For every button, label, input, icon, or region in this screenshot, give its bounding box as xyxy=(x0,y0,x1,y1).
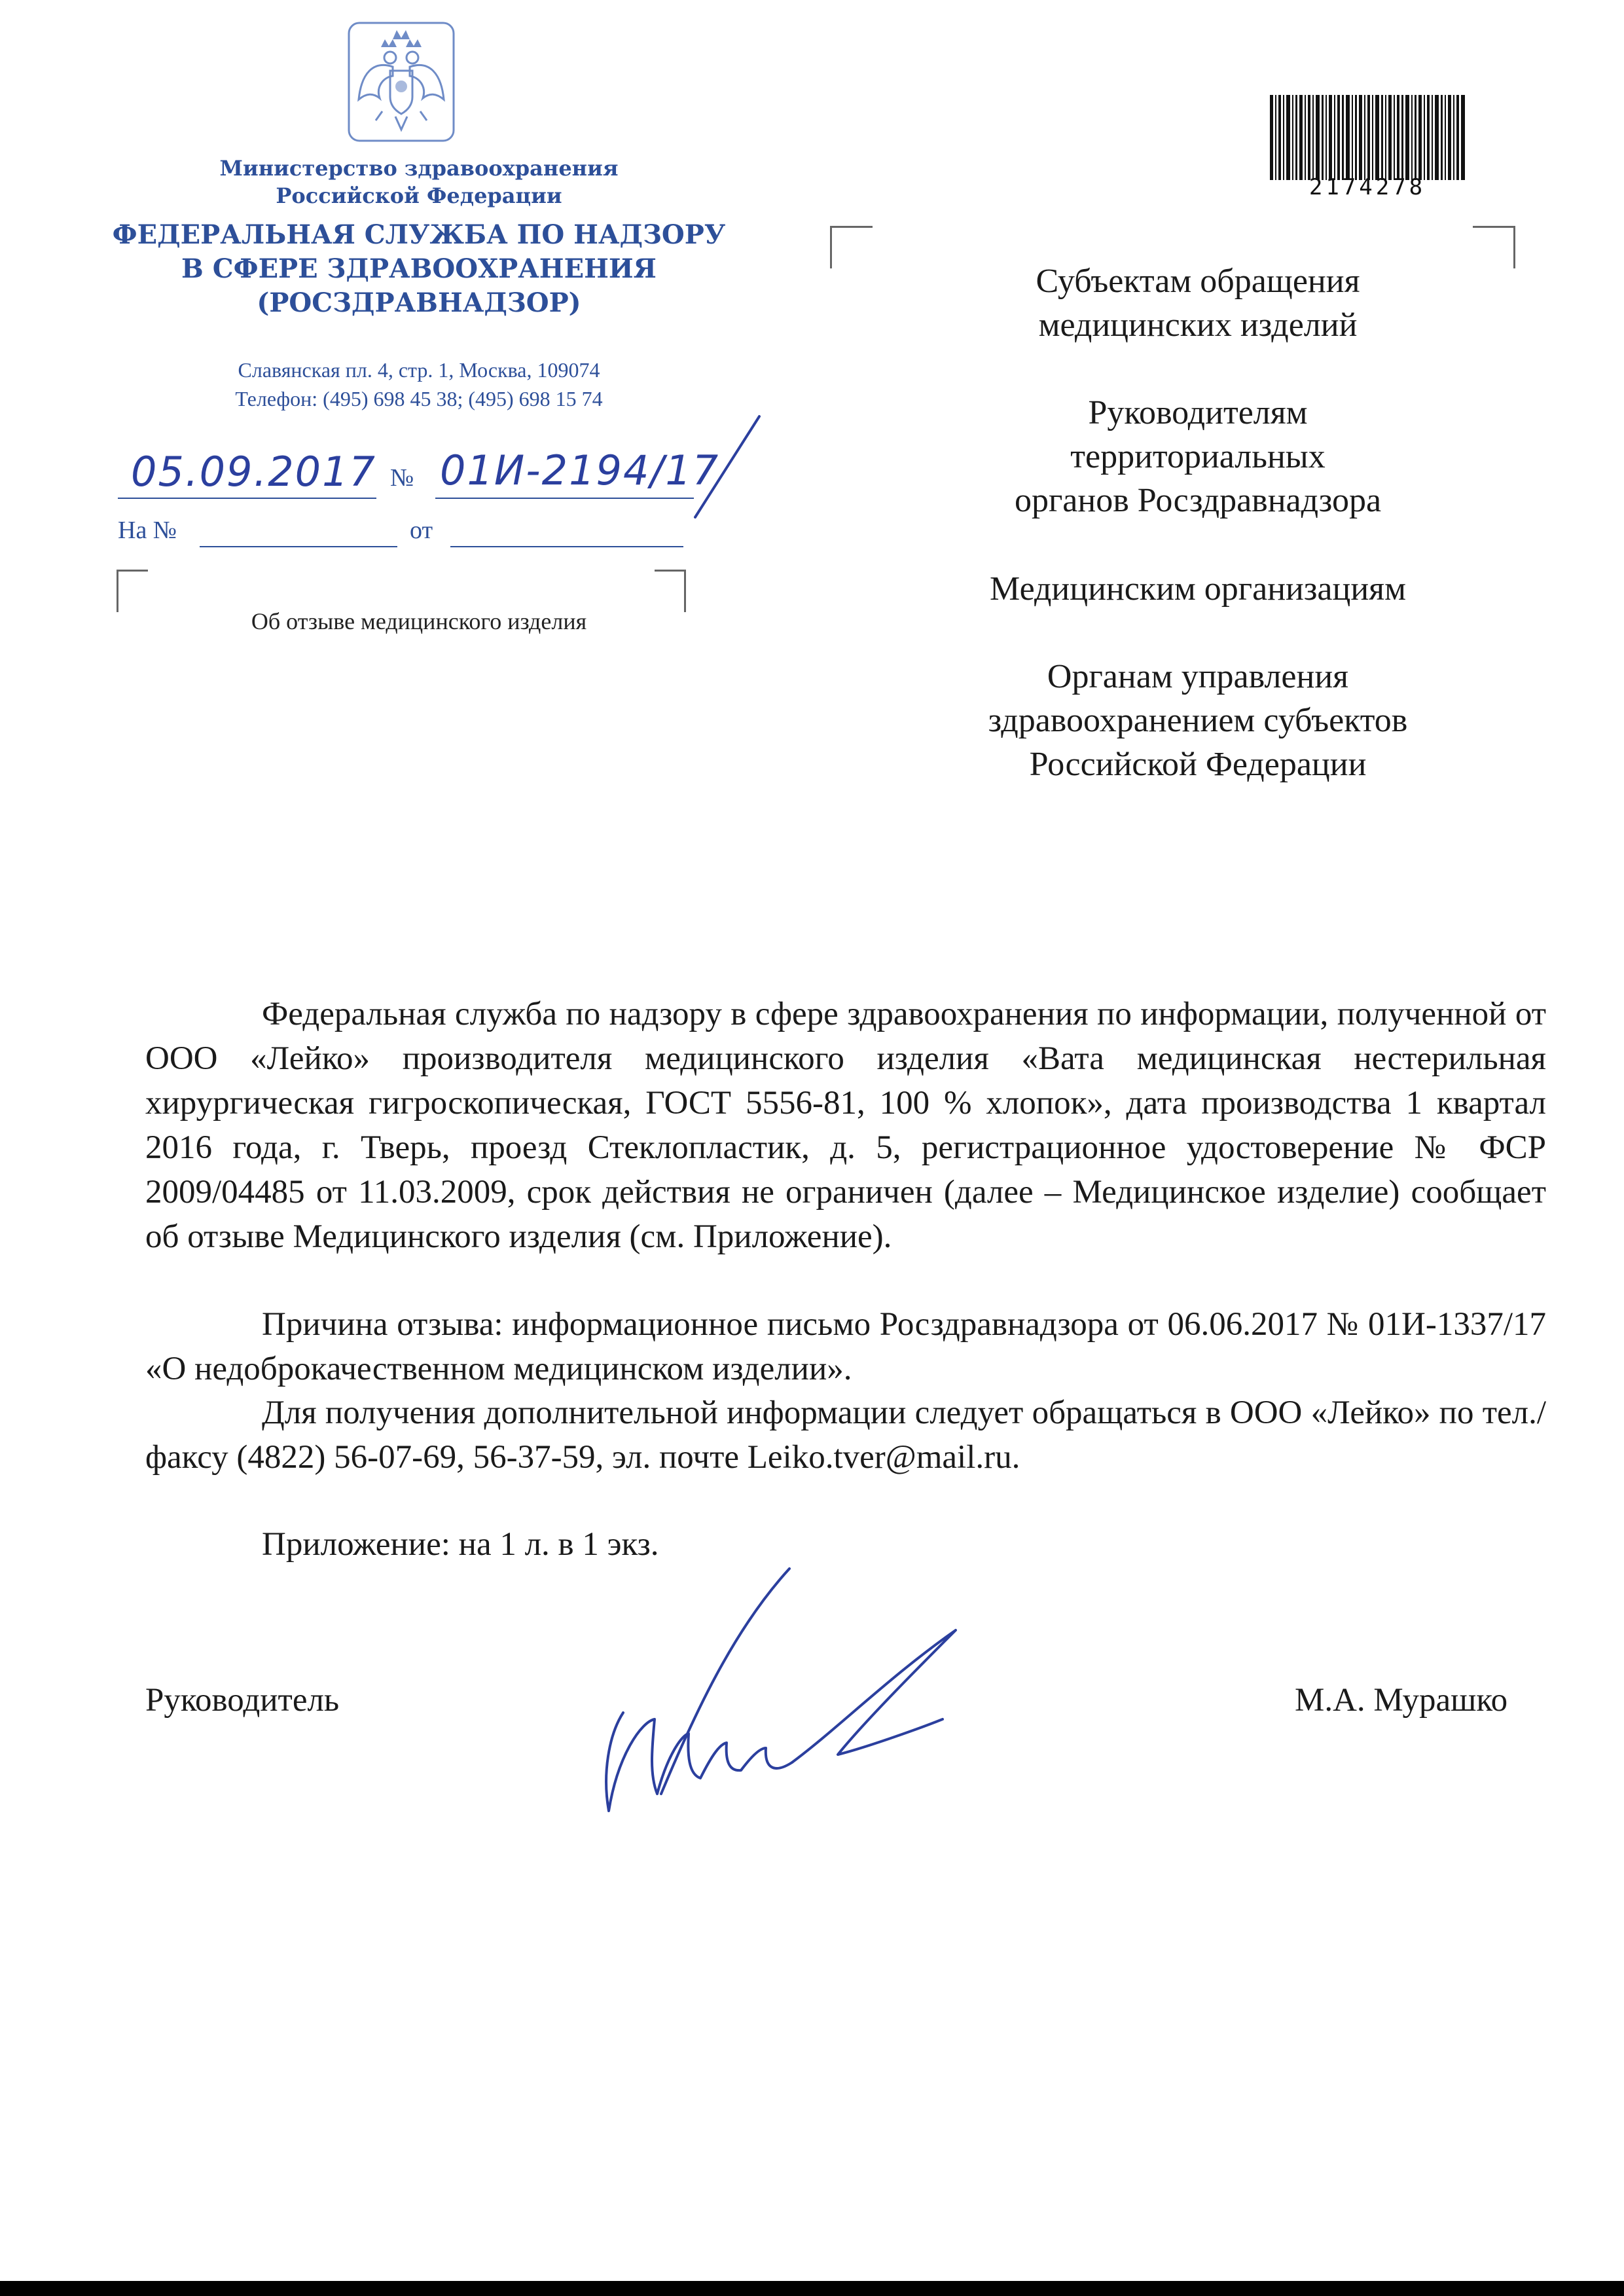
addressee-line: здравоохранением субъектов xyxy=(988,702,1408,739)
reply-number-underline xyxy=(200,546,397,547)
barcode-number: 2174278 xyxy=(1308,174,1426,200)
reply-from-underline xyxy=(450,546,683,547)
addressee-line: Субъектам обращения xyxy=(1036,263,1360,300)
addressee-line: медицинских изделий xyxy=(1038,306,1358,344)
signatory-role: Руководитель xyxy=(145,1682,340,1719)
addressee-block-3 xyxy=(890,567,1506,611)
letterhead-address: Славянская пл. 4, стр. 1, Москва, 109074 xyxy=(238,358,600,382)
letterhead-phone: Телефон: (495) 698 45 38; (495) 698 15 74 xyxy=(235,387,603,410)
document-number: 01И-2194/17 xyxy=(440,446,720,494)
subject-bracket-left xyxy=(117,570,148,612)
subject-bracket-right xyxy=(655,570,686,612)
addressee-line: территориальных xyxy=(1070,438,1326,475)
date-underline xyxy=(118,498,376,499)
attachment-note: Приложение: на 1 л. в 1 экз. xyxy=(262,1526,659,1563)
number-slash-stroke xyxy=(681,412,772,524)
body-paragraph-1: Федеральная служба по надзору в сфере здравоохранения по информации, полученной от ООО «Лейко» производителя медицинского изделия «Вата медицинская нестерильная хирургическая гигроскопическая, ГОСТ 5556-81, 100 % хлопок», дата производства 1 квартал 2016 года, г. Тверь, проезд Стеклопластик, д. 5, регистрационное удостоверение № ФСР 2009/04485 от 11.03.2009, срок действия не ограничен (далее – Медицинское изделие) сообщает об отзыве Медицинского изделия (см. Приложение). xyxy=(145,996,1546,1255)
addressee-line: органов Росздравнадзора xyxy=(1014,482,1382,519)
addressee-line: Органам управления xyxy=(1047,658,1349,695)
service-name-line1: ФЕДЕРАЛЬНАЯ СЛУЖБА ПО НАДЗОРУ xyxy=(112,219,726,250)
addressee-block-1 xyxy=(890,259,1506,347)
barcode-icon xyxy=(1269,95,1466,180)
service-name-line3: (РОСЗДРАВНАДЗОР) xyxy=(257,287,581,318)
handwritten-signature xyxy=(589,1558,982,1833)
body-paragraph-3: Для получения дополнительной информации следует обращаться в ООО «Лейко» по тел./факсу (4822) 56-07-69, 56-37-59, эл. почте Leiko.tver@mail.ru. xyxy=(145,1394,1546,1476)
scan-bottom-edge xyxy=(0,2281,1624,2296)
ministry-name-line2: Российской Федерации xyxy=(276,183,562,208)
addressee-block-4 xyxy=(890,655,1506,786)
number-underline xyxy=(435,498,694,499)
addressee-bracket-left xyxy=(830,226,873,268)
service-name-line2: В СФЕРЕ ЗДРАВООХРАНЕНИЯ xyxy=(181,253,657,284)
addressee-line: Медицинским организациям xyxy=(990,570,1406,608)
ministry-name-line1: Министерство здравоохранения xyxy=(219,156,619,181)
russian-coat-of-arms-icon xyxy=(347,21,456,143)
document-date: 05.09.2017 xyxy=(131,448,376,496)
addressee-line: Российской Федерации xyxy=(1029,746,1367,783)
reply-number-label: На № xyxy=(118,517,177,544)
addressee-line: Руководителям xyxy=(1088,394,1308,431)
body-paragraph-2: Причина отзыва: информационное письмо Росздравнадзора от 06.06.2017 № 01И-1337/17 «О недоброкачественном медицинском изделии». xyxy=(145,1306,1546,1387)
document-subject: Об отзыве медицинского изделия xyxy=(251,608,587,634)
signatory-name: М.А. Мурашко xyxy=(1295,1682,1508,1719)
addressee-block-2 xyxy=(890,391,1506,522)
number-sign: № xyxy=(390,464,414,492)
reply-from-label: от xyxy=(410,517,433,544)
